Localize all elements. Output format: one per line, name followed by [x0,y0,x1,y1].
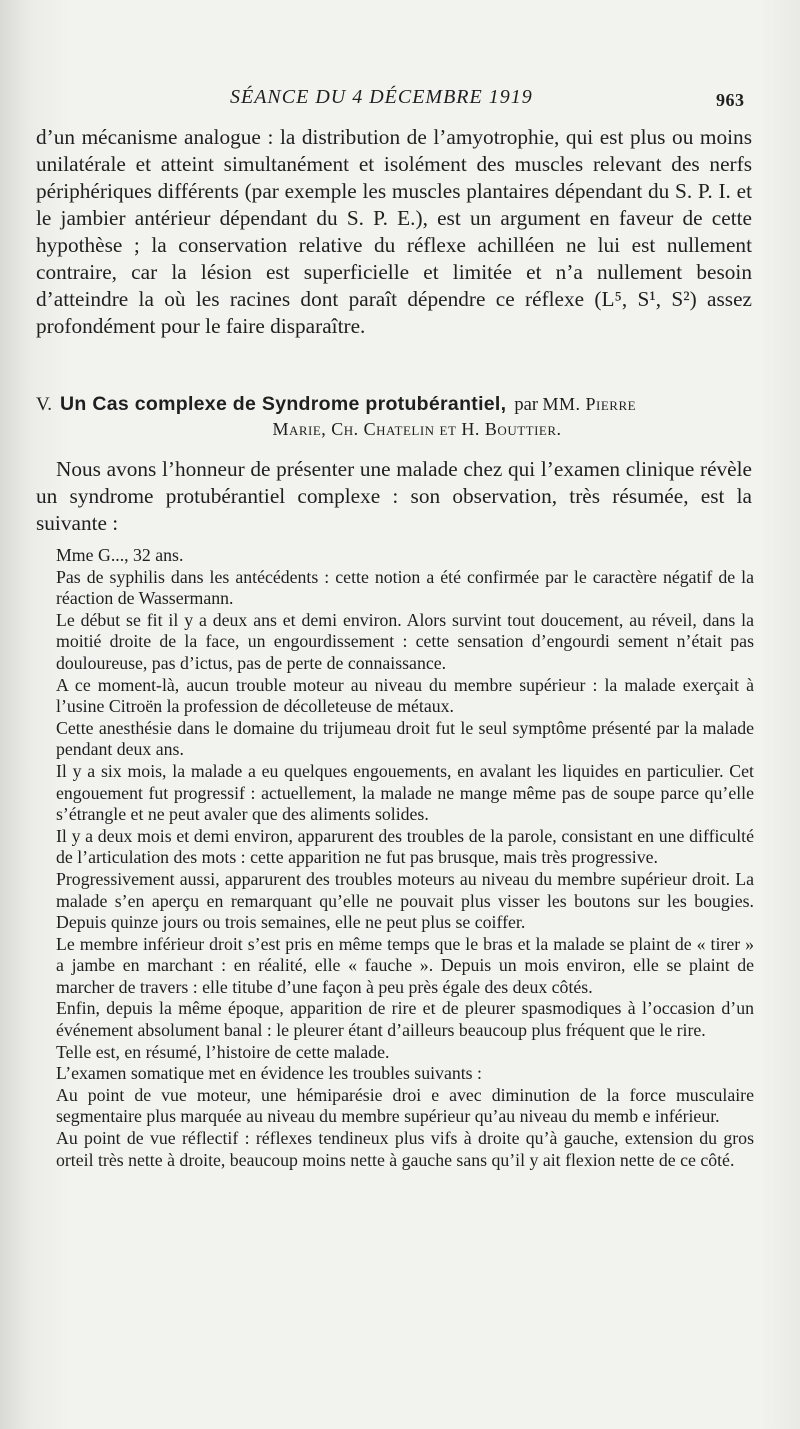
observation-paragraph: Il y a deux mois et demi environ, apparurent des troubles de la parole, consistant en une difficulté de l’articulation des mots : cette apparition ne fut pas brusque, mais très progressive. [56,825,754,868]
section-authors-line2: Marie, Ch. Chatelin et H. Bouttier. [272,419,562,439]
observation-paragraph: Au point de vue réflectif : réflexes tendineux plus vifs à droite qu’à gauche, extension du gros orteil très nette à droite, beaucoup moins nette à gauche sans qu’il y ait flexion nette de ce côté. [56,1128,754,1170]
observation-text [56,545,754,1171]
section-title: Un Cas complexe de Syndrome protubérantiel, [60,393,507,415]
observation-paragraph: Mme G..., 32 ans. [56,545,184,565]
observation-paragraph: A ce moment-là, aucun trouble moteur au niveau du membre supérieur : la malade exerçait à l’usine Citroën la profession de décolleteuse de métaux. [56,674,754,717]
observation-paragraph: Il y a six mois, la malade a eu quelques engouements, en avalant les liquides en particulier. Cet engouement fut progressif : actuellement, la malade ne mange même pas de soupe parce qu’elle s’étrangle et ne peut avaler que des aliments solides. [56,760,754,825]
intro-paragraph: Nous avons l’honneur de présenter une malade chez qui l’examen clinique révèle un syndrome protubérantiel complexe : son observation, très résumée, est la suivante : [36,457,752,535]
running-title: SÉANCE DU 4 DÉCEMBRE 1919 [230,86,533,108]
continuation-paragraph: d’un mécanisme analogue : la distribution de l’amyotrophie, qui est plus ou moins unilatérale et atteint simultanément et isolément des muscles relevant des nerfs périphériques différents (par exemple les muscles plantaires dépendant du S. P. I. et le jambier antérieur dépendant du S. P. E.), est un argument en faveur de cette hypothèse ; la conservation relative du réflexe achilléen ne lui est nullement contraire, car la lésion est superficielle et limitée et n’a nullement besoin d’atteindre la où les racines dont paraît dépendre ce réflexe (L⁵, S¹, S²) assez profondément pour le faire disparaître. [36,125,752,338]
running-head [0,86,800,114]
section-heading-line1 [36,392,752,417]
observation-paragraph: Progressivement aussi, apparurent des troubles moteurs au niveau du membre supérieur droit. La malade s’en aperçu en remarquant qu’elle ne pouvait plus visser les boutons sur les bougies. Depuis quinze jours ou trois semaines, elle ne peut plus se coiffer. [56,868,754,933]
section-by: par [514,395,538,415]
observation-paragraph: Cette anesthésie dans le domaine du trijumeau droit fut le seul symptôme présenté par la malade pendant deux ans. [56,717,754,760]
observation-paragraph: L’examen somatique met en évidence les troubles suivants : [56,1063,482,1084]
observation-paragraph: Pas de syphilis dans les antécédents : cette notion a été confirmée par le caractère négatif de la réaction de Wassermann. [56,566,754,609]
observation-paragraph: Le membre inférieur droit s’est pris en même temps que le bras et la malade se plaint de « tirer » a jambe en marchant : en réalité, elle « fauche ». Depuis un mois environ, elle se plaint de marcher de travers : elle titube d’une façon à peu près égale des deux côtés. [56,933,754,997]
section-authors-line1: MM. Pierre [542,394,637,414]
observation-paragraph: Telle est, en résumé, l’histoire de cette malade. [56,1041,390,1062]
section-heading [36,392,752,441]
observation-paragraph: Au point de vue moteur, une hémiparésie droi e avec diminution de la force musculaire segmentaire plus marquée au niveau du membre supérieur qu’au niveau du memb e inférieur. [56,1084,754,1127]
observation-paragraph: Le début se fit il y a deux ans et demi environ. Alors survint tout doucement, au réveil, dans la moitié droite de la face, un engourdissement : cette sensation d’engourdi sement n’était pas douloureuse, pas d’ictus, pas de perte de connaissance. [56,609,754,673]
observation-paragraph: Enfin, depuis la même époque, apparition de rire et de pleurer spasmodiques à l’occasion d’un événement absolument banal : le pleurer étant d’ailleurs beaucoup plus fréquent que le rire. [56,998,754,1041]
page-number: 963 [716,90,745,110]
section-number: V. [36,394,53,415]
